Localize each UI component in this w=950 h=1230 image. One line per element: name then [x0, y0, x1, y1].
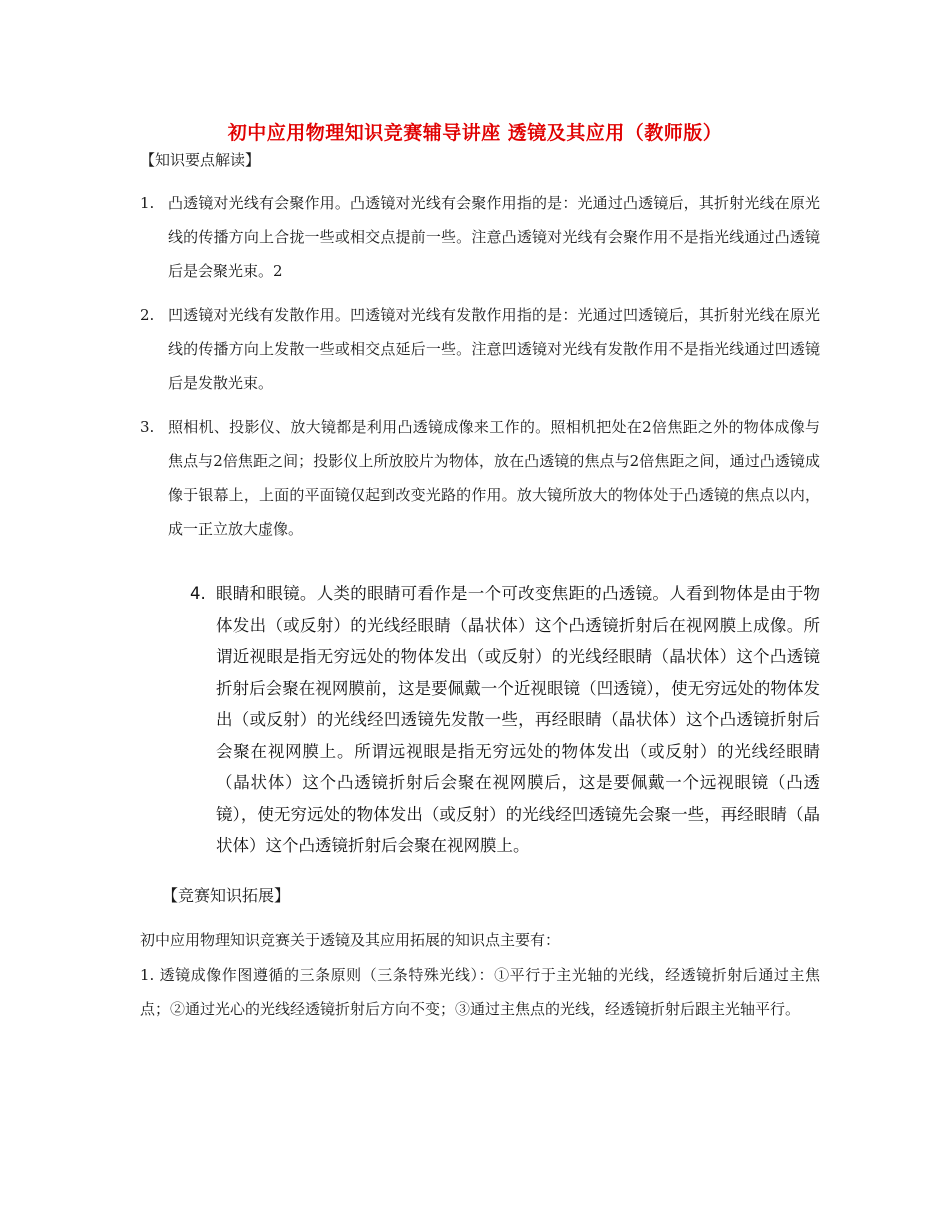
section-heading-competition: 【竞赛知识拓展】	[162, 886, 291, 905]
list-item-text: 凸透镜对光线有会聚作用。凸透镜对光线有会聚作用指的是：光通过凸透镜后，其折射光线在原光线的传播方向上合拢一些或相交点提前一些。注意凸透镜对光线有会聚作用不是指光线通过凸透镜后是会聚光束。2	[168, 194, 820, 280]
list-item	[140, 298, 820, 400]
list-item	[140, 410, 820, 546]
list-item-number: 2.	[140, 306, 155, 324]
list-item	[140, 186, 820, 288]
section-heading-key-points: 【知识要点解读】	[140, 151, 261, 169]
list-item-text: 眼睛和眼镜。人类的眼睛可看作是一个可改变焦距的凸透镜。人看到物体是由于物体发出（或反射）的光线经眼睛（晶状体）这个凸透镜折射后在视网膜上成像。所谓近视眼是指无穷远处的物体发出（或反射）的光线经眼睛（晶状体）这个凸透镜折射后会聚在视网膜前，这是要佩戴一个近视眼镜（凹透镜），使无穷远处的物体发出（或反射）的光线经凹透镜先发散一些，再经眼睛（晶状体）这个凸透镜折射后会聚在视网膜上。所谓远视眼是指无穷远处的物体发出（或反射）的光线经眼睛（晶状体）这个凸透镜折射后会聚在视网膜后，这是要佩戴一个远视眼镜（凸透镜），使无穷远处的物体发出（或反射）的光线经凹透镜先会聚一些，再经眼睛（晶状体）这个凸透镜折射后会聚在视网膜上。	[216, 584, 820, 855]
list-item	[190, 578, 820, 862]
section-intro: 初中应用物理知识竞赛关于透镜及其应用拓展的知识点主要有：	[140, 931, 561, 949]
list-item-text: 凹透镜对光线有发散作用。凹透镜对光线有发散作用指的是：光通过凹透镜后，其折射光线在原光线的传播方向上发散一些或相交点延后一些。注意凹透镜对光线有发散作用不是指光线通过凹透镜后是发散光束。	[168, 306, 820, 392]
list-item-number: 1.	[140, 194, 155, 212]
list-item-text: 照相机、投影仪、放大镜都是利用凸透镜成像来工作的。照相机把处在2倍焦距之外的物体成像与焦点与2倍焦距之间；投影仪上所放胶片为物体，放在凸透镜的焦点与2倍焦距之间，通过凸透镜成像于银幕上，上面的平面镜仅起到改变光路的作用。放大镜所放大的物体处于凸透镜的焦点以内，成一正立放大虚像。	[168, 418, 820, 538]
list-item-number: 4.	[190, 584, 206, 603]
list-item-number: 3.	[140, 418, 155, 436]
rule-paragraph: 1. 透镜成像作图遵循的三条原则（三条特殊光线）：①平行于主光轴的光线，经透镜折射后通过主焦点；②通过光心的光线经透镜折射后方向不变；③通过主焦点的光线，经透镜折射后跟主光轴平行。	[140, 966, 820, 1018]
document-title: 初中应用物理知识竞赛辅导讲座 透镜及其应用（教师版）	[227, 122, 723, 144]
